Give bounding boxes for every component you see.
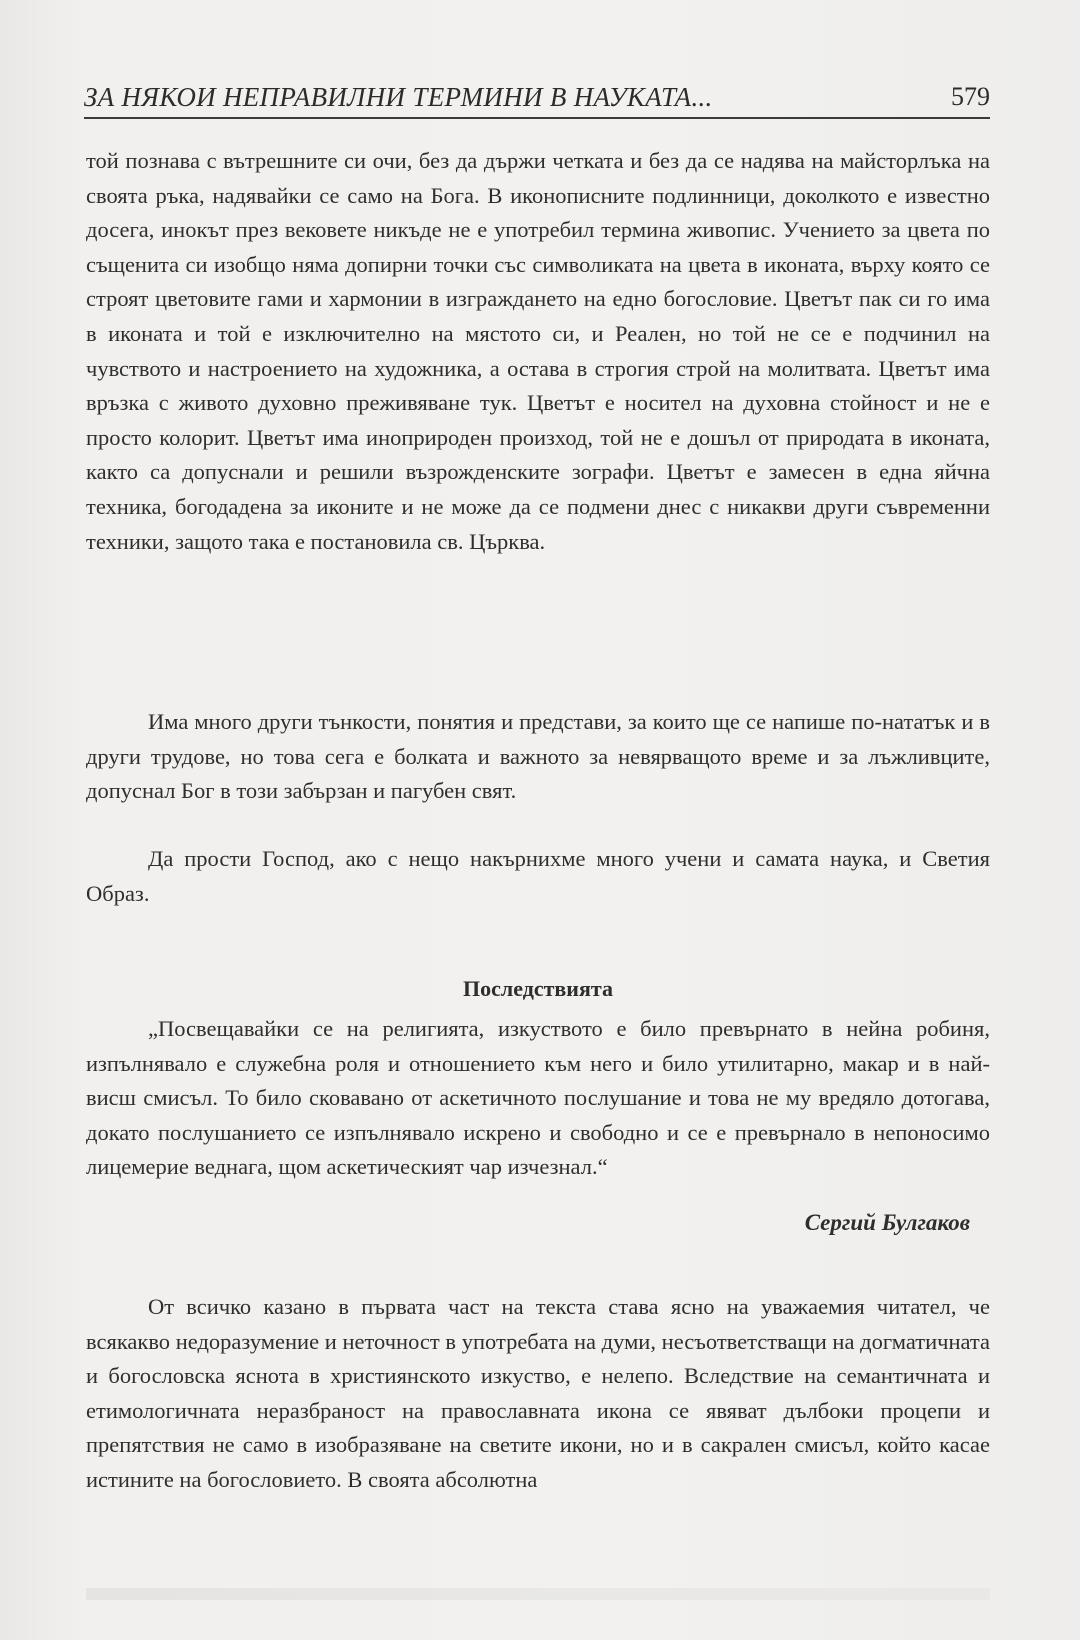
body-paragraph-1: [86, 144, 990, 559]
epigraph-quote: [86, 1012, 990, 1185]
paragraph-text: той познава с вътрешните си очи, без да държи четката и без да се надява на майсторлъка на своята ръка, надявайки се само на Бога. В иконописните подлинници, доколкото е известно досега, инокът през вековете никъде не е употребил термина живопис. Учението за цвета по същенита си изобщо няма допирни точки със символиката на цвета в иконата, върху която се строят цветовите гами и хармонии в изграждането на едно богословие. Цветът пак си го има в иконата и той е изключително на мястото си, и Реален, но той не се е подчинил на чувството и настроението на художника, а остава в строгия строй на молитвата. Цветът има връзка с живото духовно преживяване тук. Цветът е носител на духовна стойност и не е просто колорит. Цветът има инoприроден произход, той не е дошъл от природата в иконата, както са допуснали и решили възрожденските зографи. Цветът е замесен в една яйчна техника, богодадена за иконите и не може да се подмени днес с никакви други съвременни техники, защото така е постановила св. Църква.: [86, 148, 990, 554]
section-heading: Последствията: [463, 976, 613, 1001]
header-rule: [84, 117, 990, 119]
page-header: [84, 80, 990, 120]
quote-attribution: Сергий Булгаков: [804, 1210, 970, 1235]
quote-text: „Посвещавайки се на религията, изкуството е било превърнато в нейна робиня, изпълнявало е служебна роля и отношението към него и било утилитарно, макар и в най-висш смисъл. То било сковавано от аскетичното послушание и това не му вредяло дотогава, докато послушанието се изпълнявало искрено и свободно и се е превърнало в непоносимо лицемерие веднага, щом аскетическият чар изчезнал.“: [86, 1016, 990, 1180]
paragraph-text: Да прости Господ, ако с нещо накърнихме много учени и самата наука, и Светия Образ.: [86, 846, 990, 906]
running-title: ЗА НЯКОИ НЕПРАВИЛНИ ТЕРМИНИ В НАУКАТА...: [84, 82, 713, 112]
page-number: 579: [951, 82, 990, 111]
paragraph-text: Има много други тънкости, понятия и представи, за които ще се напише по-нататък и в други трудове, но това сега е болката и важното за невярващото време и за лъжливците, допуснал Бог в този забързан и пагубен свят.: [86, 709, 990, 804]
body-paragraph-3: [86, 842, 990, 911]
body-paragraph-4: [86, 1290, 990, 1498]
paragraph-text: От всичко казано в първата част на текста става ясно на уважаемия читател, че всякакво недоразумение и неточност в употребата на думи, несъответстващи на догматичната и богословска яснота в християнското изкуство, е нелепо. Вследствие на семантичната и етимологичната неразбраност на православната икона се явяват дълбоки процепи и препятствия не само в изобразяване на светите икони, но и в сакрален смисъл, който касае истините на богословието. В своята абсолютна: [86, 1294, 990, 1492]
bleed-through-text: [86, 1588, 990, 1600]
body-paragraph-2: [86, 705, 990, 809]
